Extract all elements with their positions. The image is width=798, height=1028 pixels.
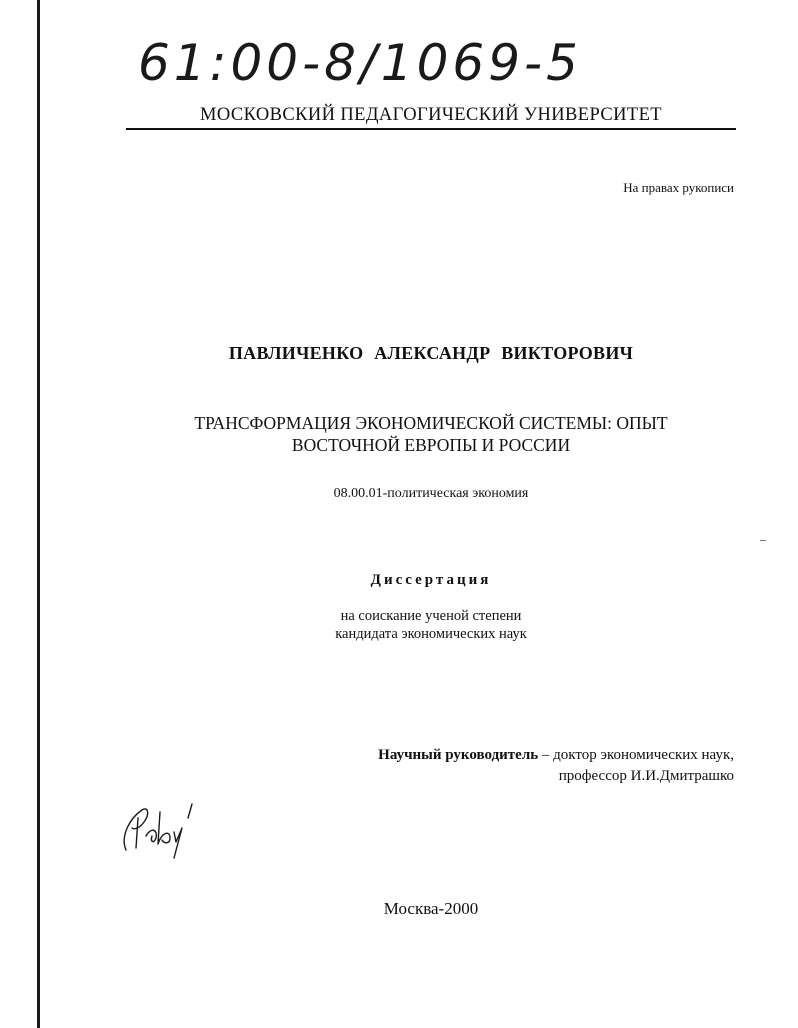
handwritten-shelf-mark bbox=[134, 14, 594, 106]
shelf-mark-text: 61:00-8/1069-5 bbox=[138, 34, 582, 92]
degree-line-2: кандидата экономических наук bbox=[335, 626, 527, 642]
advisor-credentials: доктор экономических наук, bbox=[553, 747, 734, 763]
header-rule bbox=[126, 128, 736, 130]
advisor-name: профессор И.И.Дмитрашко bbox=[558, 768, 734, 784]
scientific-advisor bbox=[378, 745, 734, 787]
handwritten-signature bbox=[112, 788, 212, 860]
document-type: Диссертация bbox=[370, 572, 492, 588]
title-line-2: ВОСТОЧНОЙ ЕВРОПЫ И РОССИИ bbox=[291, 435, 571, 455]
advisor-label: Научный руководитель bbox=[378, 747, 539, 763]
city-year: Москва-2000 bbox=[383, 899, 479, 918]
advisor-line-1 bbox=[378, 745, 734, 766]
degree-line-1: на соискание ученой степени bbox=[340, 608, 522, 624]
university-name: МОСКОВСКИЙ ПЕДАГОГИЧЕСКИЙ УНИВЕРСИТЕТ bbox=[200, 105, 662, 125]
degree-statement bbox=[0, 607, 798, 643]
scan-mark bbox=[760, 540, 766, 541]
title-line-1: ТРАНСФОРМАЦИЯ ЭКОНОМИЧЕСКОЙ СИСТЕМЫ: ОПЫТ bbox=[194, 413, 668, 433]
author-name: ПАВЛИЧЕНКО АЛЕКСАНДР ВИКТОРОВИЧ bbox=[228, 343, 634, 363]
scan-left-edge-line bbox=[37, 0, 40, 1028]
advisor-separator: – bbox=[538, 747, 554, 763]
rights-note: На правах рукописи bbox=[623, 180, 734, 195]
signature-strokes bbox=[124, 804, 192, 858]
dissertation-title bbox=[0, 412, 798, 456]
specialty-code: 08.00.01-политическая экономия bbox=[333, 486, 529, 501]
